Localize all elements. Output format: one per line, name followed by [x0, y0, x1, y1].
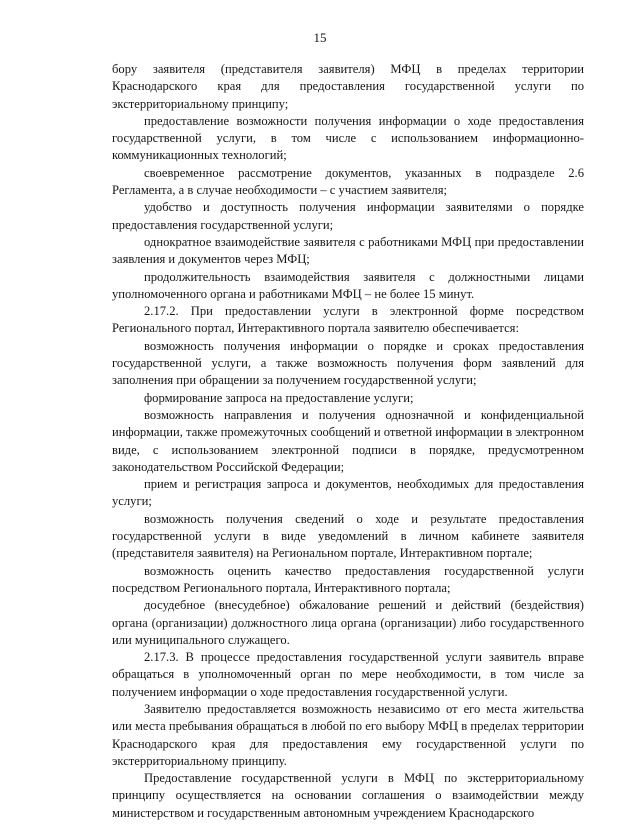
paragraph-continuation: бору заявителя (представителя заявителя) МФЦ в пределах территории Краснодарского края для предоставления государственной услуги по экстерриториальному принципу; [112, 62, 584, 111]
paragraph-section-2-17-2: 2.17.2. При предоставлении услуги в электронной форме посредством Регионального портал, Интерактивного портала заявителю обеспечивается: [112, 304, 584, 336]
paragraph: прием и регистрация запроса и документов, необходимых для предоставления услуги; [112, 477, 584, 509]
paragraph: продолжительность взаимодействия заявителя с должностными лицами уполномоченного органа и работниками МФЦ – не более 15 минут. [112, 269, 584, 301]
paragraph: формирование запроса на предоставление услуги; [144, 390, 414, 405]
paragraph: Заявителю предоставляется возможность независимо от его места жительства или места пребывания обращаться в любой по его выбору МФЦ в пределах территории Краснодарского края для предоставления ему государственной услуги по экстерриториальному принципу. [112, 701, 584, 768]
paragraph-section-2-17-3: 2.17.3. В процессе предоставления государственной услуги заявитель вправе обращаться в уполномоченный орган по мере необходимости, в том числе за получением информации о ходе предоставления государственной услуги. [112, 650, 584, 699]
paragraph: возможность получения информации о порядке и сроках предоставления государственной услуги, а также возможность получения форм заявлений для заполнения при обращении за получением государственной услуги; [112, 338, 584, 388]
paragraph: удобство и доступность получения информации заявителями о порядке предоставления государственной услуги; [112, 200, 584, 232]
document-body [112, 61, 584, 822]
page-number: 15 [313, 30, 327, 45]
paragraph: Предоставление государственной услуги в МФЦ по экстерриториальному принципу осуществляется на основании соглашения о взаимодействии между министерством и государственным автономным учреждением Краснодарского [112, 771, 584, 820]
paragraph: возможность оценить качество предоставления государственной услуги посредством Регионального портала, Интерактивного портала; [112, 563, 584, 595]
paragraph: возможность получения сведений о ходе и результате предоставления государственной услуги в виде уведомлений в личном кабинете заявителя (представителя заявителя) на Региональном портале, Интерактивном портале; [112, 511, 584, 561]
paragraph: предоставление возможности получения информации о ходе предоставления государственной услуги, в том числе с использованием информационно-коммуникационных технологий; [112, 113, 584, 163]
paragraph: возможность направления и получения однозначной и конфиденциальной информации, также промежуточных сообщений и ответной информации в электронном виде, с использованием электронной подписи в порядке, предусмотренном законодательством Российской Федерации; [112, 407, 585, 474]
paragraph: однократное взаимодействие заявителя с работниками МФЦ при предоставлении заявления и документов через МФЦ; [112, 234, 584, 267]
paragraph: своевременное рассмотрение документов, указанных в подразделе 2.6 Регламента, а в случае необходимости – с участием заявителя; [112, 165, 584, 198]
paragraph: досудебное (внесудебное) обжалование решений и действий (бездействия) органа (организации) должностного лица органа (организации) либо государственного или муниципального служащего. [112, 598, 584, 647]
